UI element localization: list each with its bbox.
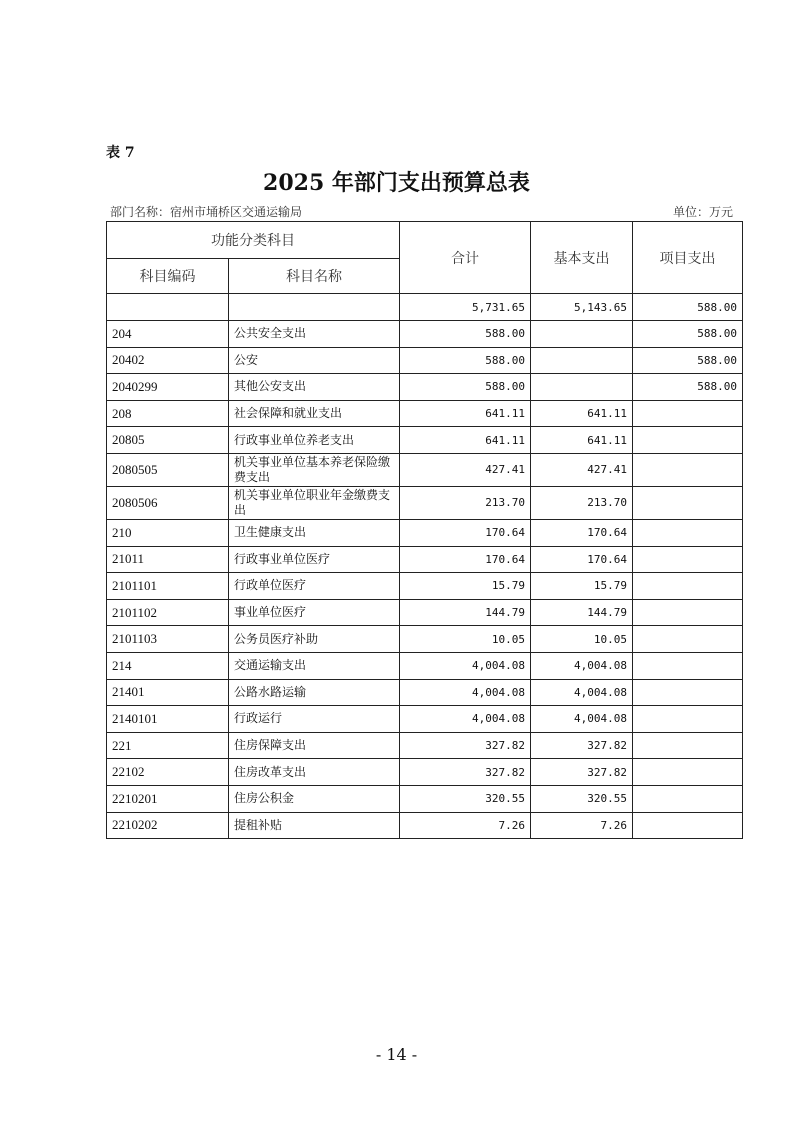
- cell-total: 5,731.65: [400, 294, 531, 321]
- cell-code: 2040299: [107, 374, 229, 401]
- department-name: 部门名称：宿州市埇桥区交通运输局: [110, 205, 303, 219]
- cell-code: 21011: [107, 546, 229, 573]
- cell-code: 20805: [107, 427, 229, 454]
- cell-project: [633, 785, 743, 812]
- table-row: [107, 400, 743, 427]
- cell-basic: 327.82: [531, 732, 633, 759]
- cell-name: 行政运行: [229, 706, 400, 733]
- cell-code: 20402: [107, 347, 229, 374]
- cell-code: 210: [107, 519, 229, 546]
- table-row: [107, 785, 743, 812]
- cell-code: 2080506: [107, 486, 229, 519]
- cell-total: 7.26: [400, 812, 531, 839]
- cell-total: 213.70: [400, 486, 531, 519]
- table-row: [107, 453, 743, 486]
- table-row: [107, 706, 743, 733]
- cell-code: [107, 294, 229, 321]
- cell-total: 641.11: [400, 427, 531, 454]
- table-row: [107, 427, 743, 454]
- cell-name: 其他公安支出: [229, 374, 400, 401]
- table-row: [107, 732, 743, 759]
- cell-project: [633, 652, 743, 679]
- cell-name: 行政单位医疗: [229, 573, 400, 600]
- cell-code: 208: [107, 400, 229, 427]
- table-row: [107, 546, 743, 573]
- cell-name: 公路水路运输: [229, 679, 400, 706]
- cell-basic: 15.79: [531, 573, 633, 600]
- cell-project: [633, 573, 743, 600]
- cell-name: 行政事业单位医疗: [229, 546, 400, 573]
- cell-basic: 170.64: [531, 519, 633, 546]
- cell-total: 10.05: [400, 626, 531, 653]
- cell-total: 15.79: [400, 573, 531, 600]
- cell-code: 2080505: [107, 453, 229, 486]
- table-row: [107, 573, 743, 600]
- cell-code: 2101101: [107, 573, 229, 600]
- cell-name: 住房公积金: [229, 785, 400, 812]
- table-row: [107, 519, 743, 546]
- cell-project: [633, 626, 743, 653]
- cell-basic: [531, 347, 633, 374]
- cell-total: 588.00: [400, 374, 531, 401]
- cell-name: 公安: [229, 347, 400, 374]
- cell-basic: 427.41: [531, 453, 633, 486]
- cell-name: 机关事业单位职业年金缴费支出: [229, 486, 400, 519]
- table-row: [107, 347, 743, 374]
- table-row: [107, 812, 743, 839]
- header-name: 科目名称: [229, 259, 400, 294]
- cell-project: 588.00: [633, 294, 743, 321]
- unit-label: 单位：万元: [672, 205, 733, 219]
- cell-name: 卫生健康支出: [229, 519, 400, 546]
- table-row: [107, 759, 743, 786]
- cell-basic: 320.55: [531, 785, 633, 812]
- cell-name: 行政事业单位养老支出: [229, 427, 400, 454]
- cell-project: [633, 706, 743, 733]
- cell-project: [633, 400, 743, 427]
- cell-name: [229, 294, 400, 321]
- cell-basic: 4,004.08: [531, 679, 633, 706]
- header-code: 科目编码: [107, 259, 229, 294]
- cell-total: 588.00: [400, 321, 531, 348]
- cell-total: 144.79: [400, 599, 531, 626]
- cell-project: [633, 486, 743, 519]
- cell-project: 588.00: [633, 321, 743, 348]
- header-project: 项目支出: [633, 222, 743, 294]
- cell-basic: 327.82: [531, 759, 633, 786]
- cell-project: [633, 679, 743, 706]
- cell-project: 588.00: [633, 374, 743, 401]
- table-row: [107, 626, 743, 653]
- cell-code: 2140101: [107, 706, 229, 733]
- table-row: [107, 652, 743, 679]
- cell-code: 214: [107, 652, 229, 679]
- table-row: [107, 679, 743, 706]
- page-title: 2025 年部门支出预算总表: [263, 170, 530, 196]
- cell-total: 4,004.08: [400, 706, 531, 733]
- cell-total: 641.11: [400, 400, 531, 427]
- cell-total: 4,004.08: [400, 679, 531, 706]
- cell-basic: 144.79: [531, 599, 633, 626]
- cell-code: 2210202: [107, 812, 229, 839]
- cell-basic: 641.11: [531, 427, 633, 454]
- cell-total: 588.00: [400, 347, 531, 374]
- cell-basic: 5,143.65: [531, 294, 633, 321]
- cell-basic: 4,004.08: [531, 652, 633, 679]
- cell-name: 机关事业单位基本养老保险缴费支出: [229, 453, 400, 486]
- cell-total: 4,004.08: [400, 652, 531, 679]
- cell-name: 住房改革支出: [229, 759, 400, 786]
- cell-basic: 641.11: [531, 400, 633, 427]
- cell-name: 提租补贴: [229, 812, 400, 839]
- cell-project: 588.00: [633, 347, 743, 374]
- cell-project: [633, 427, 743, 454]
- cell-project: [633, 759, 743, 786]
- cell-code: 204: [107, 321, 229, 348]
- header-basic: 基本支出: [531, 222, 633, 294]
- cell-name: 住房保障支出: [229, 732, 400, 759]
- table-row: [107, 321, 743, 348]
- cell-basic: [531, 321, 633, 348]
- cell-code: 21401: [107, 679, 229, 706]
- table-row: [107, 486, 743, 519]
- cell-basic: 4,004.08: [531, 706, 633, 733]
- table-label: 表 7: [106, 145, 135, 161]
- page-number: - 14 -: [375, 1045, 418, 1064]
- cell-project: [633, 812, 743, 839]
- cell-project: [633, 546, 743, 573]
- cell-name: 事业单位医疗: [229, 599, 400, 626]
- cell-basic: 7.26: [531, 812, 633, 839]
- cell-basic: 170.64: [531, 546, 633, 573]
- table-row: [107, 374, 743, 401]
- cell-name: 交通运输支出: [229, 652, 400, 679]
- cell-basic: 213.70: [531, 486, 633, 519]
- cell-basic: [531, 374, 633, 401]
- budget-table: [106, 221, 743, 839]
- cell-name: 公务员医疗补助: [229, 626, 400, 653]
- cell-project: [633, 519, 743, 546]
- cell-basic: 10.05: [531, 626, 633, 653]
- cell-code: 2101103: [107, 626, 229, 653]
- cell-code: 2210201: [107, 785, 229, 812]
- header-function-category: 功能分类科目: [107, 222, 400, 259]
- cell-name: 社会保障和就业支出: [229, 400, 400, 427]
- cell-code: 22102: [107, 759, 229, 786]
- total-row: [107, 294, 743, 321]
- cell-project: [633, 453, 743, 486]
- header-total: 合计: [400, 222, 531, 294]
- cell-total: 170.64: [400, 519, 531, 546]
- cell-project: [633, 732, 743, 759]
- cell-code: 221: [107, 732, 229, 759]
- cell-total: 320.55: [400, 785, 531, 812]
- cell-total: 427.41: [400, 453, 531, 486]
- cell-total: 327.82: [400, 732, 531, 759]
- cell-total: 170.64: [400, 546, 531, 573]
- table-row: [107, 599, 743, 626]
- cell-code: 2101102: [107, 599, 229, 626]
- cell-project: [633, 599, 743, 626]
- cell-name: 公共安全支出: [229, 321, 400, 348]
- cell-total: 327.82: [400, 759, 531, 786]
